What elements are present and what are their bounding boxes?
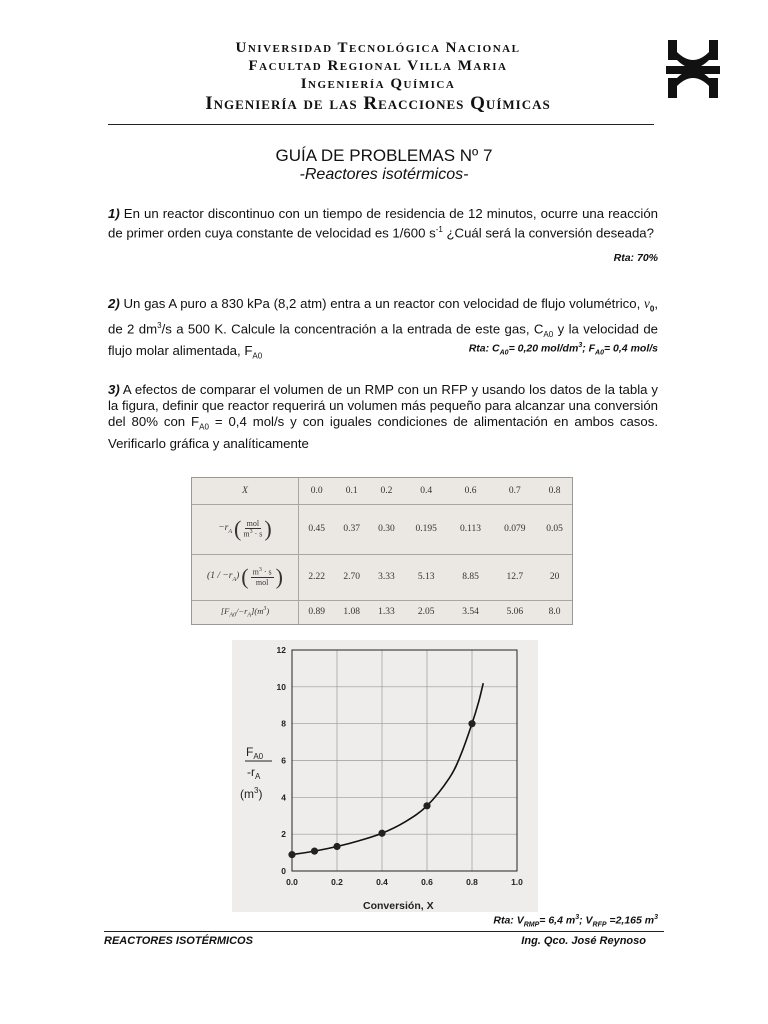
footer-author: Ing. Qco. José Reynoso — [521, 935, 646, 947]
inverse-rate-cell: 20 — [537, 554, 572, 600]
rate-cell: 0.079 — [493, 504, 538, 554]
inverse-rate-cell: 2.70 — [334, 554, 369, 600]
table-row-inverse-rate — [192, 554, 572, 600]
data-point — [333, 843, 340, 850]
rate-cell: 0.195 — [404, 504, 449, 554]
y-tick-label: 2 — [281, 829, 286, 840]
rate-cell: 0.113 — [449, 504, 493, 554]
y-axis-label — [240, 745, 272, 801]
x-axis-label: Conversión, X — [363, 900, 434, 912]
problem-1-number: 1) — [108, 206, 120, 221]
y-tick-label: 6 — [281, 755, 286, 766]
table-row-levenspiel — [192, 600, 572, 624]
x-cell: 0.2 — [369, 478, 404, 504]
problem-2: 2) Un gas A puro a 830 kPa (8,2 atm) entra a un reactor con velocidad de flujo volumétrico, $\nu_0$, de 2 $dm^3/s$ a 500 K. Calcule la concentración a la entrada de este gas, $C_{A0}$ y la velocidad de flujo molar alimentada, $F_{A0}$ — [108, 296, 659, 361]
data-point — [468, 720, 475, 727]
faculty-name: Facultad Regional Villa Maria — [248, 58, 508, 74]
inverse-rate-cell: 5.13 — [404, 554, 449, 600]
problem-3-number: 3) — [108, 382, 120, 397]
levenspiel-cell: 2.05 — [417, 607, 435, 618]
y-tick-label: 12 — [276, 645, 286, 655]
problem-2-number: 2) — [108, 296, 120, 311]
utn-logo — [664, 38, 722, 100]
x-row-label: X — [242, 485, 248, 496]
y-tick-label: 8 — [281, 718, 286, 729]
levenspiel-cell: 3.54 — [462, 607, 479, 618]
footer-rule — [104, 931, 664, 932]
svg-text:(m3): $(m^3)$ — [240, 786, 263, 801]
levenspiel-cell: 1.33 — [378, 607, 395, 618]
y-tick-label: 4 — [281, 792, 286, 803]
header-rule — [108, 124, 654, 125]
page-title: GUÍA DE PROBLEMAS Nº 7 — [275, 146, 493, 165]
data-point — [311, 848, 318, 855]
levenspiel-cell: 5.06 — [506, 607, 524, 618]
y-tick-label: 10 — [276, 681, 286, 692]
inverse-rate-cell: 8.85 — [449, 554, 493, 600]
levenspiel-curve — [292, 683, 483, 854]
problem-2-answer: Rta: $C_{A0}= 0,20$ mol/$dm^3$; $F_{A0}= 0,4$ mol/s — [468, 342, 658, 357]
levenspiel-chart — [232, 640, 538, 912]
inverse-rate-cell: 3.33 — [369, 554, 404, 600]
x-tick-label: 0.2 — [331, 877, 343, 887]
data-point — [378, 830, 385, 837]
department-name: Ingeniería Química — [300, 76, 456, 92]
university-name: Universidad Tecnológica Nacional — [235, 40, 521, 56]
x-cell: 0.4 — [404, 478, 449, 504]
levenspiel-cell: 1.08 — [343, 607, 360, 618]
svg-text:FA0: $F_{A0}$ — [246, 745, 264, 761]
page-subtitle: -Reactores isotérmicos- — [299, 166, 469, 183]
x-cell: 0.7 — [493, 478, 538, 504]
course-name: Ingeniería de las Reacciones Químicas — [205, 93, 551, 114]
x-cell: 0.1 — [334, 478, 369, 504]
x-tick-label: 1.0 — [511, 877, 523, 887]
rate-cell: 0.37 — [334, 504, 369, 554]
levenspiel-cell: 8.0 — [548, 607, 561, 618]
inverse-rate-row-label: $(1 / -r_A)$ ( $m^3 \cdot s$ mol ) — [192, 554, 299, 600]
x-cell: 0.8 — [537, 478, 572, 504]
rate-cell: 0.30 — [369, 504, 404, 554]
problem-1-answer: Rta: 70% — [613, 252, 658, 264]
problem-3-answer: Rta: $V_{RMP}= 6,4$ $m^3$; $V_{RFP} =2,165$ $m^3$ — [493, 914, 658, 929]
x-cell: 0.6 — [449, 478, 493, 504]
table-row-x — [192, 478, 572, 504]
data-point — [288, 851, 295, 858]
levenspiel-cell: 0.89 — [308, 607, 325, 618]
x-tick-label: 0.0 — [286, 877, 298, 887]
y-axis-ticks — [277, 645, 287, 876]
rate-cell: 0.45 — [299, 504, 335, 554]
inverse-rate-cell: 2.22 — [299, 554, 335, 600]
y-tick-label: 0 — [281, 866, 286, 876]
rate-cell: 0.05 — [537, 504, 572, 554]
x-axis-ticks — [286, 877, 523, 887]
data-table — [191, 477, 573, 625]
levenspiel-row-label: $[F_{A0}/-r_A](m^3)$ — [192, 600, 299, 624]
data-point — [423, 802, 430, 809]
rate-row-label: $-r_A$ ( mol $m^3 \cdot s$ ) — [192, 504, 299, 554]
inverse-rate-cell: 12.7 — [493, 554, 538, 600]
problem-3: 3) A efectos de comparar el volumen de un RMP con un RFP y usando los datos de la tabla y la figura, definir que reactor requerirá un volumen más pequeño para alcanzar una conversión del 80% con $F_{A0} = 0,4$ mol/s y con iguales condiciones de alimentación en ambos casos. Verificarlo gráfica y analíticamente — [108, 382, 658, 451]
problem-1: 1) En un reactor discontinuo con un tiempo de residencia de 12 minutos, ocurre una reacción de primer orden cuya constante de velocidad es 1/600 $s^{-1}$ ¿Cuál será la conversión deseada? — [108, 206, 658, 241]
x-tick-label: 0.6 — [421, 877, 433, 887]
x-cell: 0.0 — [299, 478, 335, 504]
x-tick-label: 0.4 — [376, 877, 388, 887]
x-tick-label: 0.8 — [466, 877, 478, 887]
footer-left: REACTORES ISOTÉRMICOS — [104, 935, 253, 947]
svg-text:-rA: $-r_A$ — [247, 765, 261, 781]
table-row-rate — [192, 504, 572, 554]
